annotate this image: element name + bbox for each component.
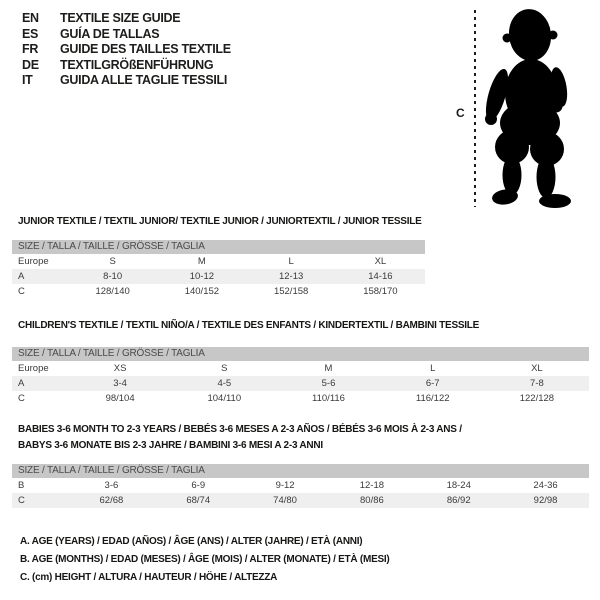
table-cell: S [109, 256, 116, 267]
lang-row-de [22, 58, 231, 74]
lang-code: ES [22, 26, 39, 41]
table-cell: 68/74 [186, 495, 211, 506]
size-header-bar: SIZE / TALLA / TAILLE / GRÖSSE / TAGLIA [12, 240, 425, 254]
children-size-table [12, 347, 589, 406]
table-cell: 9-12 [275, 480, 295, 491]
legend-line-c: C. (cm) HEIGHT / ALTURA / HAUTEUR / HÖHE / ALTEZZA [20, 572, 278, 583]
size-header-bar: SIZE / TALLA / TAILLE / GRÖSSE / TAGLIA [12, 464, 589, 478]
table-cell: 18-24 [446, 480, 471, 491]
legend-line-a: A. AGE (YEARS) / EDAD (AÑOS) / ÂGE (ANS) / ALTER (JAHRE) / ETÀ (ANNI) [20, 536, 363, 547]
table-cell: 10-12 [189, 271, 215, 282]
height-label: C [456, 106, 465, 120]
table-cell: 116/122 [415, 393, 450, 404]
table-cell: 158/170 [363, 286, 398, 297]
lang-label: TEXTILE SIZE GUIDE [60, 11, 181, 25]
lang-code: IT [22, 73, 33, 87]
table-row [12, 254, 425, 269]
table-cell: 6-7 [425, 378, 440, 389]
table-cell: 24-36 [533, 480, 558, 491]
table-cell: 140/152 [184, 286, 220, 297]
table-cell: 12-18 [359, 480, 385, 491]
table-cell: M [324, 363, 333, 374]
lang-code: FR [22, 42, 39, 56]
section-title-children: CHILDREN'S TEXTILE / TEXTIL NIÑO/A / TEXTILE DES ENFANTS / KINDERTEXTIL / BAMBINI TESSILE [18, 320, 480, 331]
table-cell: B [18, 480, 25, 491]
table-cell: 5-6 [321, 378, 336, 389]
lang-row-es [22, 27, 231, 43]
table-cell: 74/80 [273, 495, 297, 506]
lang-label: TEXTILGRÖßENFÜHRUNG [60, 57, 214, 72]
table-cell: C [18, 286, 25, 297]
table-row [12, 391, 589, 406]
table-cell: C [18, 393, 25, 404]
table-cell: M [197, 256, 206, 267]
height-dotted-line [474, 10, 476, 207]
table-cell: 80/86 [360, 495, 384, 506]
table-row [12, 284, 425, 299]
table-row [12, 361, 589, 376]
table-cell: 3-4 [113, 378, 127, 389]
section-title-junior: JUNIOR TEXTILE / TEXTIL JUNIOR/ TEXTILE JUNIOR / JUNIORTEXTIL / JUNIOR TESSILE [18, 216, 422, 227]
table-cell: 12-13 [278, 271, 304, 282]
table-cell: A [18, 271, 25, 282]
table-cell: 152/158 [273, 286, 309, 297]
table-cell: 8-10 [103, 271, 123, 282]
table-row [12, 269, 425, 284]
lang-row-it [22, 73, 231, 89]
section-title-babies: BABIES 3-6 MONTH TO 2-3 YEARS / BEBÉS 3-6 MESES A 2-3 AÑOS / BÉBÉS 3-6 MOIS À 2-3 ANS / BABYS 3-6 MONATE BIS 2-3 JAHRE / BAMBINI 3-6 MESI A 2-3 ANNI [18, 424, 462, 451]
junior-size-table [12, 240, 425, 299]
lang-code: DE [22, 57, 39, 72]
height-measure-figure [440, 0, 600, 215]
table-cell: 62/68 [99, 495, 124, 506]
table-cell: 92/98 [533, 495, 558, 506]
lang-label: GUIDA ALLE TAGLIE TESSILI [60, 73, 228, 87]
table-cell: A [18, 378, 25, 389]
table-cell: 3-6 [104, 480, 119, 491]
table-cell: L [430, 363, 436, 374]
size-header-bar: SIZE / TALLA / TAILLE / GRÖSSE / TAGLIA [12, 347, 589, 361]
table-cell: C [18, 495, 25, 506]
table-cell: 104/110 [207, 393, 242, 404]
lang-row-fr [22, 42, 231, 58]
table-cell: Europe [18, 363, 49, 374]
table-cell: 14-16 [368, 271, 393, 282]
table-cell: 7-8 [530, 378, 544, 389]
baby-silhouette [483, 5, 595, 210]
table-cell: L [288, 256, 294, 267]
table-cell: 110/116 [312, 393, 345, 404]
table-cell: XL [374, 256, 387, 267]
legend [20, 533, 390, 587]
babies-size-table [12, 464, 589, 508]
table-cell: XS [113, 363, 127, 374]
lang-code: EN [22, 11, 39, 25]
lang-label: GUÍA DE TALLAS [60, 26, 160, 41]
table-cell: 86/92 [446, 495, 471, 506]
table-row [12, 376, 589, 391]
table-cell: 122/128 [519, 393, 555, 404]
table-row [12, 478, 589, 493]
table-cell: Europe [18, 256, 49, 267]
table-cell: XL [531, 363, 543, 374]
table-cell: 4-5 [217, 378, 232, 389]
table-cell: 6-9 [191, 480, 206, 491]
table-cell: 128/140 [95, 286, 130, 297]
table-row [12, 493, 589, 508]
legend-line-b: B. AGE (MONTHS) / EDAD (MESES) / ÂGE (MOIS) / ALTER (MONATE) / ETÀ (MESI) [20, 554, 390, 565]
language-title-list [22, 11, 231, 89]
table-cell: S [221, 363, 228, 374]
lang-row-en [22, 11, 231, 27]
table-cell: 98/104 [105, 393, 135, 404]
lang-label: GUIDE DES TAILLES TEXTILE [60, 42, 231, 56]
